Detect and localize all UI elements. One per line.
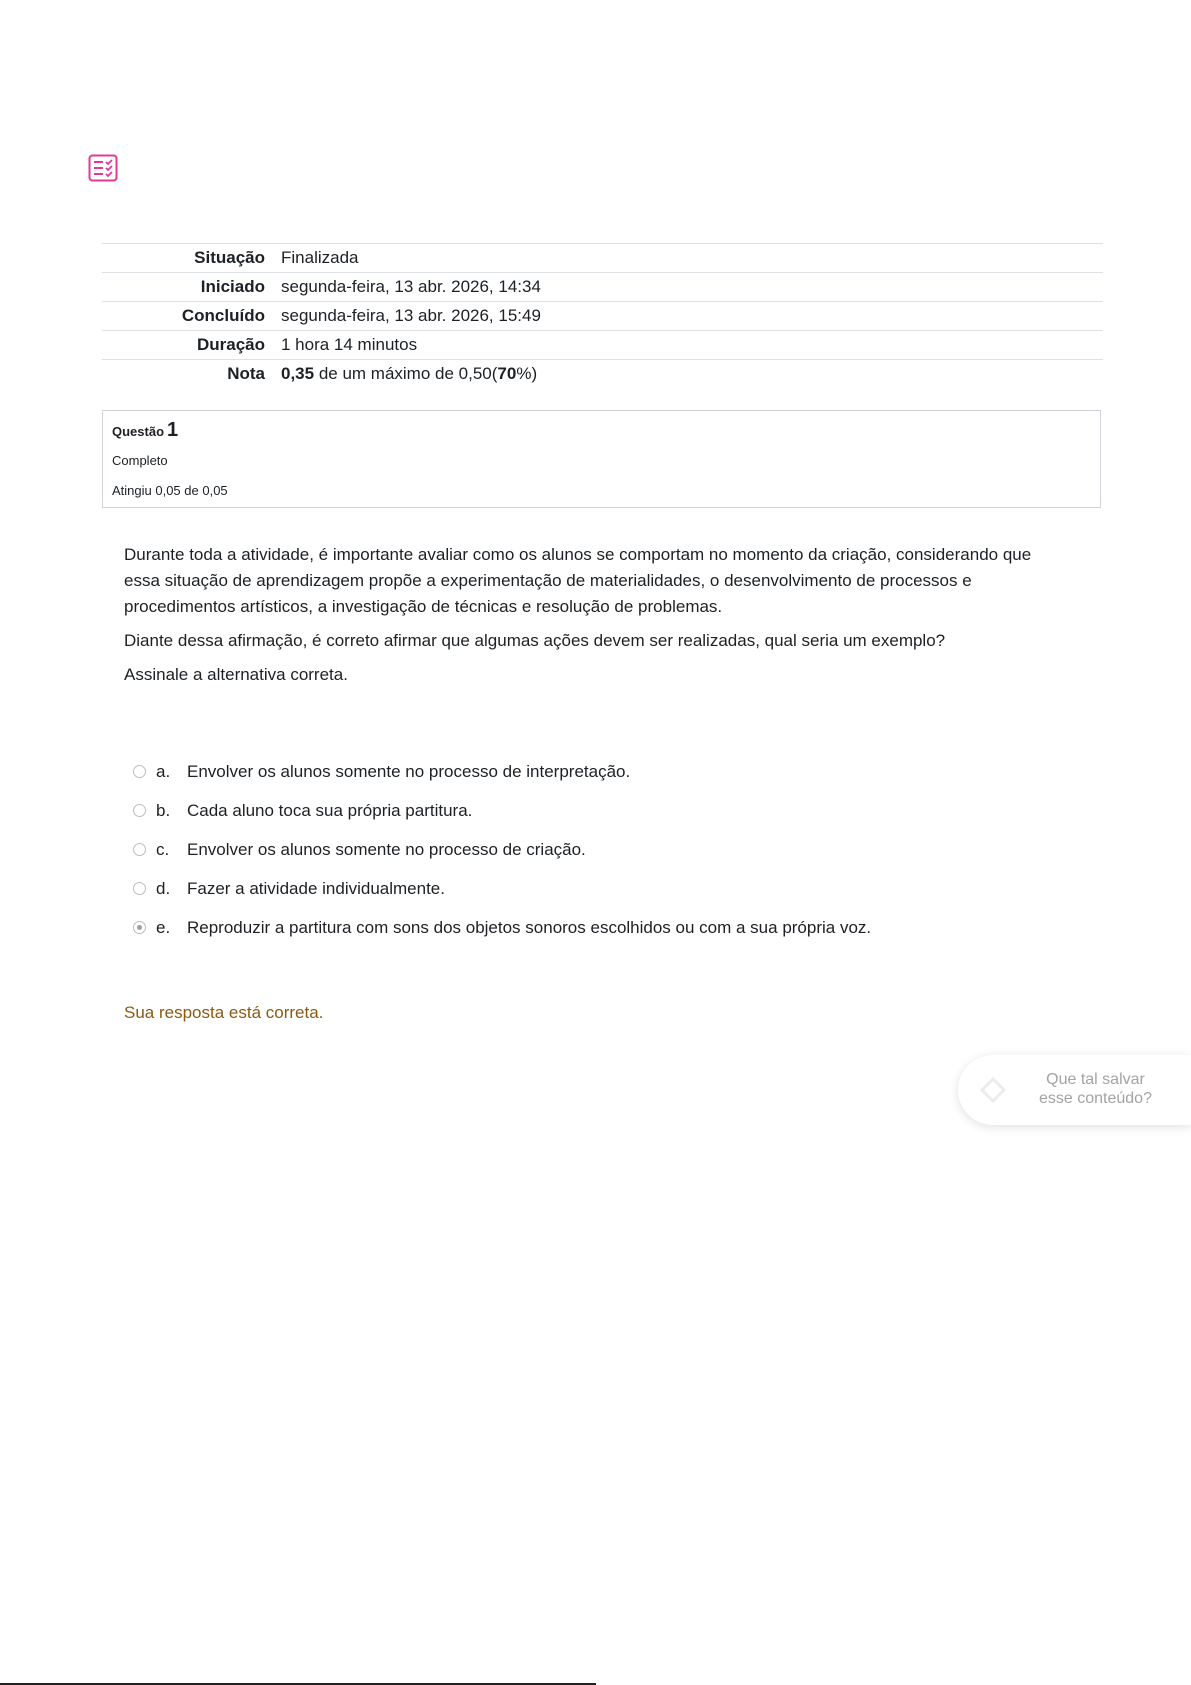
summary-label: Situação xyxy=(194,248,265,267)
feedback-message: Sua resposta está correta. xyxy=(124,1003,324,1022)
question-state: Completo xyxy=(112,453,168,468)
answer-text: Fazer a atividade individualmente. xyxy=(187,878,445,898)
question-paragraph: Assinale a alternativa correta. xyxy=(124,665,348,684)
answer-letter: e. xyxy=(156,917,171,937)
answer-letter: d. xyxy=(156,878,171,898)
save-prompt-line: esse conteúdo? xyxy=(1039,1090,1152,1107)
summary-grade xyxy=(281,360,1103,389)
save-prompt xyxy=(1008,1070,1183,1108)
summary-row-duracao xyxy=(102,331,1103,360)
question-info-box xyxy=(102,410,1101,508)
radio-button-selected[interactable] xyxy=(133,921,146,934)
answer-text: Reproduzir a partitura com sons dos objetos sonoros escolhidos ou com a sua própria voz. xyxy=(187,917,872,937)
summary-row-iniciado xyxy=(102,273,1103,302)
question-paragraph: Diante dessa afirmação, é correto afirmar que algumas ações devem ser realizadas, qual seria um exemplo? xyxy=(124,631,946,650)
question-paragraph: Durante toda a atividade, é importante avaliar como os alunos se comportam no momento da criação, considerando que essa situação de aprendizagem propõe a experimentação de materialidades, o desenvolvimento de processos e procedimentos artísticos, a investigação de técnicas e resolução de problemas. xyxy=(124,545,1032,616)
grade-mid: de um máximo de 0,50( xyxy=(314,364,498,384)
radio-button[interactable] xyxy=(133,882,146,895)
answer-letter: c. xyxy=(156,839,170,859)
answer-option-a[interactable] xyxy=(133,752,871,791)
radio-button[interactable] xyxy=(133,804,146,817)
summary-label: Duração xyxy=(196,335,265,354)
answer-text: Cada aluno toca sua própria partitura. xyxy=(187,800,473,820)
summary-label: Nota xyxy=(227,364,265,384)
answer-text: Envolver os alunos somente no processo de criação. xyxy=(187,839,586,859)
question-number-value: 1 xyxy=(167,419,179,441)
summary-row-situacao xyxy=(102,244,1103,273)
bookmark-icon xyxy=(978,1075,1008,1105)
answer-letter: b. xyxy=(156,800,171,820)
radio-button[interactable] xyxy=(133,765,146,778)
summary-value: Finalizada xyxy=(281,248,359,267)
summary-value: segunda-feira, 13 abr. 2026, 15:49 xyxy=(281,306,541,325)
answer-option-d[interactable] xyxy=(133,869,871,908)
question-grade: Atingiu 0,05 de 0,05 xyxy=(112,483,228,498)
question-number xyxy=(112,419,178,442)
summary-value: 1 hora 14 minutos xyxy=(281,335,418,354)
answer-options xyxy=(133,752,871,947)
answer-letter: a. xyxy=(156,761,171,781)
save-content-widget[interactable] xyxy=(958,1055,1191,1125)
summary-row-nota xyxy=(102,360,1103,389)
answer-option-e[interactable] xyxy=(133,908,871,947)
answer-option-b[interactable] xyxy=(133,791,871,830)
radio-button[interactable] xyxy=(133,843,146,856)
save-prompt-line: Que tal salvar xyxy=(1046,1071,1145,1088)
quiz-icon xyxy=(88,154,118,182)
grade-percent: 70 xyxy=(497,364,517,384)
summary-value: segunda-feira, 13 abr. 2026, 14:34 xyxy=(281,277,541,296)
answer-option-c[interactable] xyxy=(133,830,871,869)
summary-label: Iniciado xyxy=(200,277,265,296)
question-prefix: Questão xyxy=(112,424,165,439)
grade-value: 0,35 xyxy=(281,364,315,384)
summary-row-concluido xyxy=(102,302,1103,331)
answer-text: Envolver os alunos somente no processo de interpretação. xyxy=(187,761,631,781)
attempt-summary-table xyxy=(102,243,1103,389)
question-text xyxy=(124,542,1054,696)
summary-label: Concluído xyxy=(181,306,265,325)
grade-end: %) xyxy=(516,364,538,384)
